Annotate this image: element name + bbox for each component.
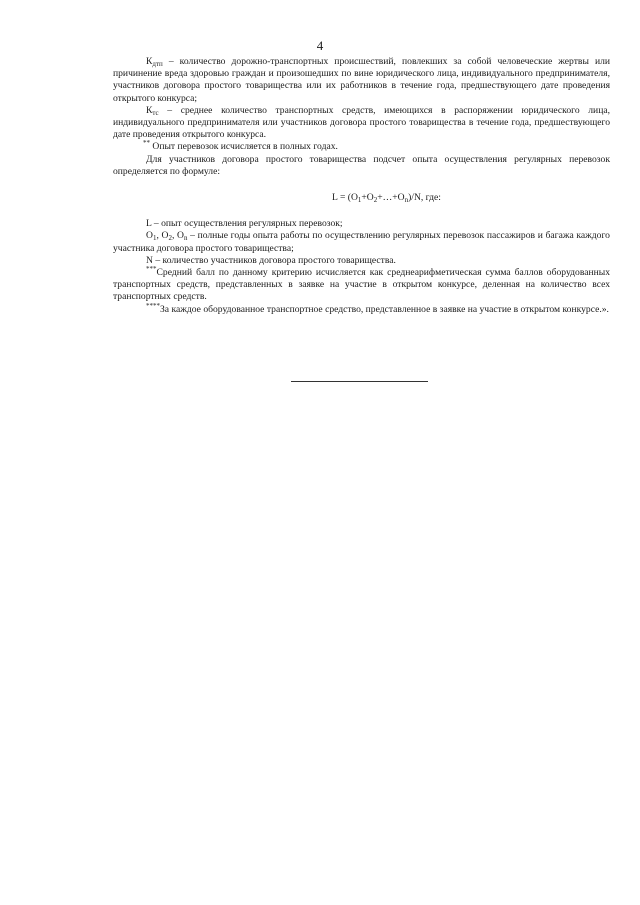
formula-part: L = (O xyxy=(332,192,358,204)
paragraph-text: – среднее количество транспортных средств, имеющихся в распоряжении юридического лица, индивидуального предпринимателя или участников договора простого товарищества в течение года, предшествующего дате проведения открытого конкурса. xyxy=(113,104,610,141)
footnote-4 xyxy=(113,301,610,316)
formula-part: +O xyxy=(361,192,374,204)
formula-subscript: 1 xyxy=(357,196,362,205)
end-divider xyxy=(291,381,428,382)
footnote-mark: *** xyxy=(146,265,157,274)
subscript: n xyxy=(183,234,188,243)
symbol-k: К xyxy=(146,56,153,67)
page-number: 4 xyxy=(316,38,324,53)
subscript: 1 xyxy=(152,234,157,243)
footnote-2 xyxy=(113,141,610,153)
footnote-text: Средний балл по данному критерию исчисляется как среднеарифметическая сумма баллов оборудованных транспортных средств, представленных в заявке на участие в открытом конкурсе, деленная на количество всех транспортных средств. xyxy=(113,267,610,303)
definition-o xyxy=(113,230,610,254)
subscript-dtp: дтп xyxy=(152,60,163,68)
paragraph-k-dtp xyxy=(113,56,610,105)
paragraph-formula-intro: Для участников договора простого товарищества подсчет опыта осуществления регулярных перевозок определяется по формуле: xyxy=(113,153,610,177)
document-body xyxy=(113,56,610,316)
footnote-text: Опыт перевозок исчисляется в полных годах. xyxy=(150,141,338,153)
paragraph-text: – количество дорожно-транспортных происшествий, повлекших за собой человеческие жертвы или причинение вреда здоровью граждан и произошедших по вине юридического лица, индивидуального предпринимателя, участников договора простого товарищества или их работников в течение года, предшествующего дате проведения открытого конкурса; xyxy=(113,56,610,104)
symbol-k: К xyxy=(146,104,153,116)
subscript: 2 xyxy=(168,234,172,243)
footnote-3 xyxy=(113,267,610,304)
definition-n: N – количество участников договора простого товарищества. xyxy=(146,254,396,266)
symbol-o: , О xyxy=(171,230,184,242)
symbol-o: , О xyxy=(156,230,169,242)
footnote-mark: ** xyxy=(143,139,150,148)
formula-part: )/N, где: xyxy=(408,192,441,204)
footnote-mark: **** xyxy=(146,301,160,310)
symbol-o: О xyxy=(146,230,153,242)
definition-text: – полные годы опыта работы по осуществлению регулярных перевозок пассажиров и багажа каждого участника договора простого товарищества; xyxy=(113,230,610,254)
subscript-ts: тс xyxy=(152,108,159,117)
footnote-text: За каждое оборудованное транспортное средство, представленное в заявке на участие в открытом конкурсе.». xyxy=(160,303,609,315)
formula-subscript: 2 xyxy=(373,196,378,205)
definition-l: L – опыт осуществления регулярных перевозок; xyxy=(146,218,343,230)
paragraph-k-ts xyxy=(113,105,610,142)
formula-part: +…+O xyxy=(377,192,405,204)
formula-subscript: n xyxy=(404,196,409,205)
formula xyxy=(113,192,610,204)
